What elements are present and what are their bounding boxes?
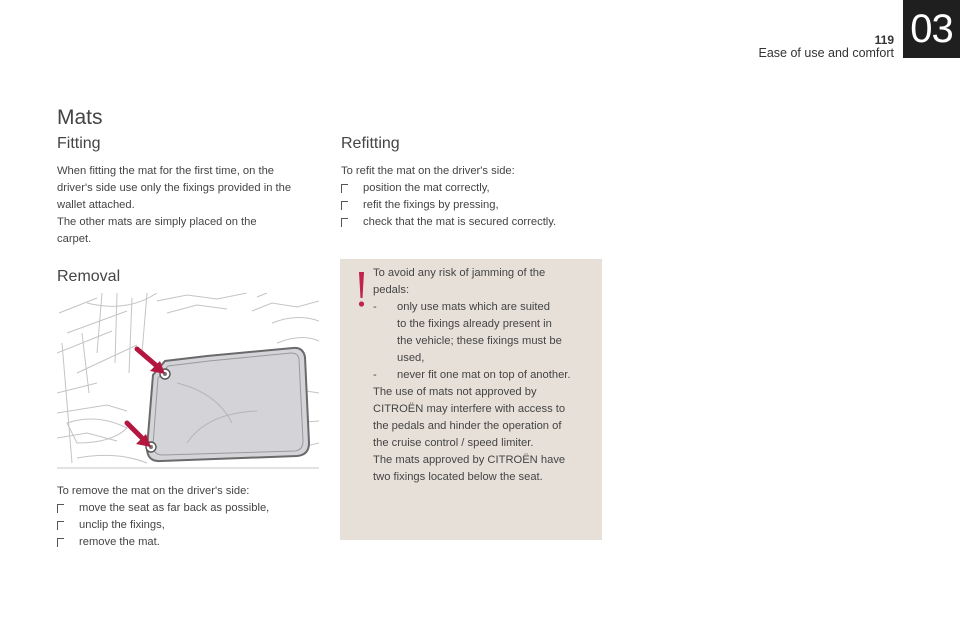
warning-item: [373, 367, 595, 384]
refitting-heading: Refitting: [341, 135, 400, 152]
list-item: [341, 180, 611, 197]
refitting-section: [341, 135, 611, 231]
warning-outro: The mats approved by CITROËN have: [373, 454, 566, 466]
bullet-marker-icon: [341, 201, 348, 210]
warning-outro: two fixings located below the seat.: [373, 471, 543, 483]
warning-item-line: only use mats which are suited: [397, 301, 550, 313]
mat-removal-illustration: [57, 293, 319, 471]
removal-heading: Removal: [57, 268, 121, 285]
warning-exclamation-icon: [352, 271, 370, 309]
warning-outro: the pedals and hinder the operation of: [373, 420, 562, 432]
step-text: position the mat correctly,: [363, 182, 490, 194]
floor-mat: [147, 348, 309, 461]
bullet-marker-icon: [57, 504, 64, 513]
warning-outro: The use of mats not approved by: [373, 386, 537, 398]
bullet-marker-icon: [57, 521, 64, 530]
chapter-title: Ease of use and comfort: [758, 46, 894, 60]
chapter-badge: 03: [903, 0, 960, 58]
removal-intro: To remove the mat on the driver's side:: [57, 485, 250, 497]
removal-section: [57, 483, 327, 551]
refitting-intro: To refit the mat on the driver's side:: [341, 165, 515, 177]
section-title: Mats: [57, 106, 103, 129]
fitting-line: driver's side use only the fixings provided in the: [57, 182, 292, 194]
fitting-section: [57, 135, 327, 248]
bullet-marker-icon: [341, 218, 348, 227]
removal-steps: [57, 500, 327, 551]
warning-intro: pedals:: [373, 284, 410, 296]
fitting-line: The other mats are simply placed on the: [57, 216, 257, 228]
warning-box: [340, 259, 602, 540]
step-text: move the seat as far back as possible,: [79, 502, 270, 514]
warning-text: [373, 265, 595, 486]
dash-marker: -: [373, 369, 377, 381]
list-item: [341, 197, 611, 214]
list-item: [341, 214, 611, 231]
bullet-marker-icon: [341, 184, 348, 193]
list-item: [57, 534, 327, 551]
step-text: remove the mat.: [79, 536, 160, 548]
page-number: 119: [874, 33, 894, 47]
fitting-line: wallet attached.: [57, 199, 135, 211]
warning-item-line: never fit one mat on top of another.: [397, 369, 571, 381]
step-text: unclip the fixings,: [79, 519, 165, 531]
dash-marker: -: [373, 301, 377, 313]
warning-outro: the cruise control / speed limiter.: [373, 437, 534, 449]
step-text: refit the fixings by pressing,: [363, 199, 499, 211]
warning-intro: To avoid any risk of jamming of the: [373, 267, 546, 279]
refitting-steps: [341, 180, 611, 231]
warning-item-line: used,: [397, 352, 425, 364]
step-text: check that the mat is secured correctly.: [363, 216, 557, 228]
bullet-marker-icon: [57, 538, 64, 547]
warning-item: [373, 299, 595, 367]
fitting-line: carpet.: [57, 233, 92, 245]
fitting-heading: Fitting: [57, 135, 101, 152]
warning-outro: CITROËN may interfere with access to: [373, 403, 566, 415]
warning-item-line: to the fixings already present in: [397, 318, 552, 330]
list-item: [57, 517, 327, 534]
fitting-line: When fitting the mat for the first time, on the: [57, 165, 275, 177]
list-item: [57, 500, 327, 517]
warning-item-line: the vehicle; these fixings must be: [397, 335, 562, 347]
